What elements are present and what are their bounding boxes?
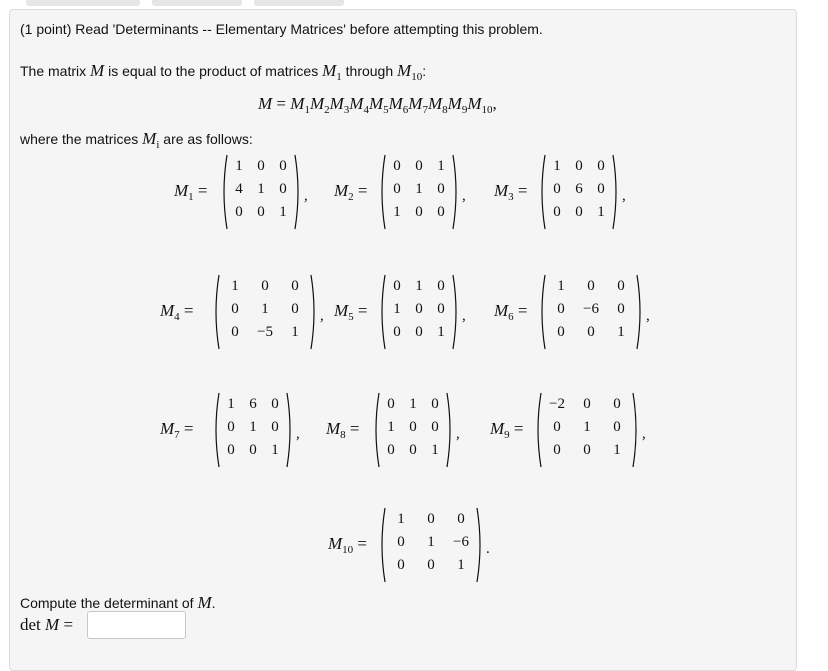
matrix-cell: 0 <box>431 396 439 412</box>
matrix-cell: 0 <box>235 204 243 220</box>
matrix-cell: 0 <box>427 557 435 573</box>
matrix-cell: 1 <box>553 158 561 174</box>
product-term: $M_1$ <box>290 94 310 116</box>
matrix-cell: 0 <box>583 442 591 458</box>
matrix-cell: 0 <box>431 419 439 435</box>
matrix-punctuation: , <box>320 308 324 324</box>
matrix-cell: 0 <box>553 442 561 458</box>
matrix-punctuation: . <box>486 541 490 557</box>
matrix-label: $M_6$ = <box>494 301 528 323</box>
right-paren <box>613 155 616 229</box>
matrix-cell: 0 <box>393 278 401 294</box>
left-paren <box>224 155 227 229</box>
matrix-cell: 1 <box>291 324 299 340</box>
matrix-cell: −5 <box>257 324 273 340</box>
matrix-cell: 0 <box>227 442 235 458</box>
matrix-cell: 0 <box>613 419 621 435</box>
matrix-cell: 0 <box>597 158 605 174</box>
matrix-cell: 0 <box>415 204 423 220</box>
matrix-cell: 1 <box>257 181 265 197</box>
matrix-cell: 1 <box>557 278 565 294</box>
det-label: det M = <box>20 615 74 634</box>
matrix-label: $M_9$ = <box>490 419 524 441</box>
left-paren <box>382 155 385 229</box>
matrix-cell: 1 <box>393 301 401 317</box>
right-paren <box>453 155 456 229</box>
matrix-cell: 0 <box>249 442 257 458</box>
matrix-cell: 0 <box>393 324 401 340</box>
matrix-label: $M_4$ = <box>160 301 194 323</box>
matrix-cell: 0 <box>393 158 401 174</box>
right-paren <box>311 275 314 349</box>
right-paren <box>633 393 636 467</box>
matrix-cell: 1 <box>437 158 445 174</box>
left-paren <box>216 393 219 467</box>
left-paren <box>382 508 385 582</box>
matrix-cell: 0 <box>553 204 561 220</box>
matrix-label: $M_3$ = <box>494 181 528 203</box>
matrix-cell: 0 <box>291 278 299 294</box>
product-formula: $M = M_1M_2M_3M_4M_5M_6M_7M_8M_9M_{10}$, <box>258 94 497 116</box>
product-term: $M_{10}$ <box>467 94 493 116</box>
statement-mid: is equal to the product of matrices <box>108 63 319 79</box>
matrix-cell: 1 <box>597 204 605 220</box>
where-text: where the matrices $M_i$ are as follows: <box>20 129 253 151</box>
statement-m10: $M_{10}$ <box>397 61 423 83</box>
matrix-cell: 0 <box>617 301 625 317</box>
matrix-cell: 1 <box>613 442 621 458</box>
matrix-cell: 0 <box>279 158 287 174</box>
matrix-cell: 0 <box>597 181 605 197</box>
matrix-label: $M_8$ = <box>326 419 360 441</box>
matrix-cell: 0 <box>587 278 595 294</box>
left-paren <box>376 393 379 467</box>
matrix-cell: 0 <box>587 324 595 340</box>
product-term: $M_5$ <box>368 94 389 116</box>
matrix-cell: 0 <box>575 204 583 220</box>
statement-pre: The matrix <box>20 63 87 79</box>
matrix-cell: 0 <box>415 158 423 174</box>
matrix-cell: 1 <box>583 419 591 435</box>
matrix-punctuation: , <box>296 426 300 442</box>
problem-statement: The matrix M is equal to the product of matrices $M_1$ through $M_{10}$: <box>20 61 427 83</box>
right-paren <box>287 393 290 467</box>
left-paren <box>382 275 385 349</box>
matrix-cell: 0 <box>231 301 239 317</box>
matrix-cell: 1 <box>249 419 257 435</box>
matrix-cell: 1 <box>617 324 625 340</box>
matrix-cell: 0 <box>437 204 445 220</box>
matrix-cell: 0 <box>557 324 565 340</box>
matrix-label: $M_1$ = <box>174 181 208 203</box>
matrix-cell: 0 <box>397 557 405 573</box>
matrix-cell: 1 <box>393 204 401 220</box>
matrix-cell: 1 <box>437 324 445 340</box>
right-paren <box>637 275 640 349</box>
matrix-cell: 0 <box>409 442 417 458</box>
right-paren <box>447 393 450 467</box>
right-paren <box>453 275 456 349</box>
matrix-cell: 0 <box>575 158 583 174</box>
left-paren <box>542 155 545 229</box>
problem-intro: (1 point) Read 'Determinants -- Elementary Matrices' before attempting this problem. <box>20 21 543 37</box>
matrix-cell: −2 <box>549 396 565 412</box>
matrix-punctuation: , <box>646 308 650 324</box>
matrix-cell: −6 <box>453 534 469 550</box>
matrix-cell: 0 <box>437 181 445 197</box>
matrix-cell: 0 <box>257 158 265 174</box>
product-term: $M_6$ <box>388 94 409 116</box>
product-term: $M_7$ <box>408 94 428 116</box>
statement-var: M <box>90 61 105 80</box>
left-paren <box>216 275 219 349</box>
matrix-cell: 1 <box>427 534 435 550</box>
statement-post: through <box>345 63 394 79</box>
matrix-cell: 0 <box>553 181 561 197</box>
product-term: $M_2$ <box>309 94 330 116</box>
matrix-cell: 1 <box>415 181 423 197</box>
matrix-cell: 1 <box>271 442 279 458</box>
matrix-cell: 0 <box>387 396 395 412</box>
matrix-cell: 0 <box>437 301 445 317</box>
matrix-cell: 0 <box>427 511 435 527</box>
tab[interactable] <box>254 0 344 6</box>
matrix-cell: 0 <box>415 324 423 340</box>
matrix-cell: 1 <box>279 204 287 220</box>
matrix-punctuation: , <box>304 188 308 204</box>
matrix-cell: 0 <box>457 511 465 527</box>
matrix-cell: 0 <box>227 419 235 435</box>
matrix-cell: 1 <box>397 511 405 527</box>
left-paren <box>538 393 541 467</box>
matrix-punctuation: , <box>462 308 466 324</box>
matrix-label: $M_2$ = <box>334 181 368 203</box>
determinant-answer-input[interactable] <box>87 611 186 639</box>
matrix-label: $M_5$ = <box>334 301 368 323</box>
matrix-cell: 0 <box>271 396 279 412</box>
matrix-cell: 0 <box>387 442 395 458</box>
matrix-cell: 1 <box>235 158 243 174</box>
left-paren <box>542 275 545 349</box>
matrix-cell: 0 <box>279 181 287 197</box>
matrix-cell: 1 <box>231 278 239 294</box>
right-paren <box>477 508 480 582</box>
matrix-cell: 0 <box>397 534 405 550</box>
matrix-cell: 1 <box>415 278 423 294</box>
matrix-punctuation: , <box>642 426 646 442</box>
product-term: $M_9$ <box>447 94 468 116</box>
product-term: $M_3$ <box>329 94 350 116</box>
matrix-punctuation: , <box>622 188 626 204</box>
tab[interactable] <box>26 0 140 6</box>
matrix-label: $M_{10}$ = <box>328 534 368 556</box>
matrix-cell: 0 <box>557 301 565 317</box>
matrix-cell: 1 <box>261 301 269 317</box>
matrix-cell: 0 <box>613 396 621 412</box>
matrix-cell: 1 <box>409 396 417 412</box>
matrix-cell: 0 <box>437 278 445 294</box>
matrix-cell: 6 <box>249 396 257 412</box>
matrix-cell: 1 <box>227 396 235 412</box>
matrix-label: $M_7$ = <box>160 419 194 441</box>
product-term: $M_4$ <box>349 94 369 116</box>
matrix-cell: 0 <box>409 419 417 435</box>
matrix-punctuation: , <box>462 188 466 204</box>
right-paren <box>295 155 298 229</box>
matrix-cell: 0 <box>553 419 561 435</box>
matrix-cell: 0 <box>415 301 423 317</box>
matrix-cell: 0 <box>583 396 591 412</box>
matrix-cell: 0 <box>291 301 299 317</box>
matrix-cell: 1 <box>387 419 395 435</box>
matrix-cell: −6 <box>583 301 599 317</box>
matrix-punctuation: , <box>456 426 460 442</box>
matrix-cell: 0 <box>393 181 401 197</box>
matrix-cell: 0 <box>617 278 625 294</box>
matrix-cell: 0 <box>231 324 239 340</box>
statement-m1: $M_1$ <box>322 61 342 83</box>
tab[interactable] <box>152 0 242 6</box>
matrix-cell: 0 <box>257 204 265 220</box>
matrix-cell: 0 <box>261 278 269 294</box>
matrix-cell: 1 <box>431 442 439 458</box>
matrix-cell: 0 <box>271 419 279 435</box>
product-term: $M_8$ <box>427 94 448 116</box>
matrix-cell: 1 <box>457 557 465 573</box>
compute-text: Compute the determinant of M. <box>20 593 216 612</box>
matrix-cell: 4 <box>235 181 243 197</box>
matrix-cell: 6 <box>575 181 583 197</box>
